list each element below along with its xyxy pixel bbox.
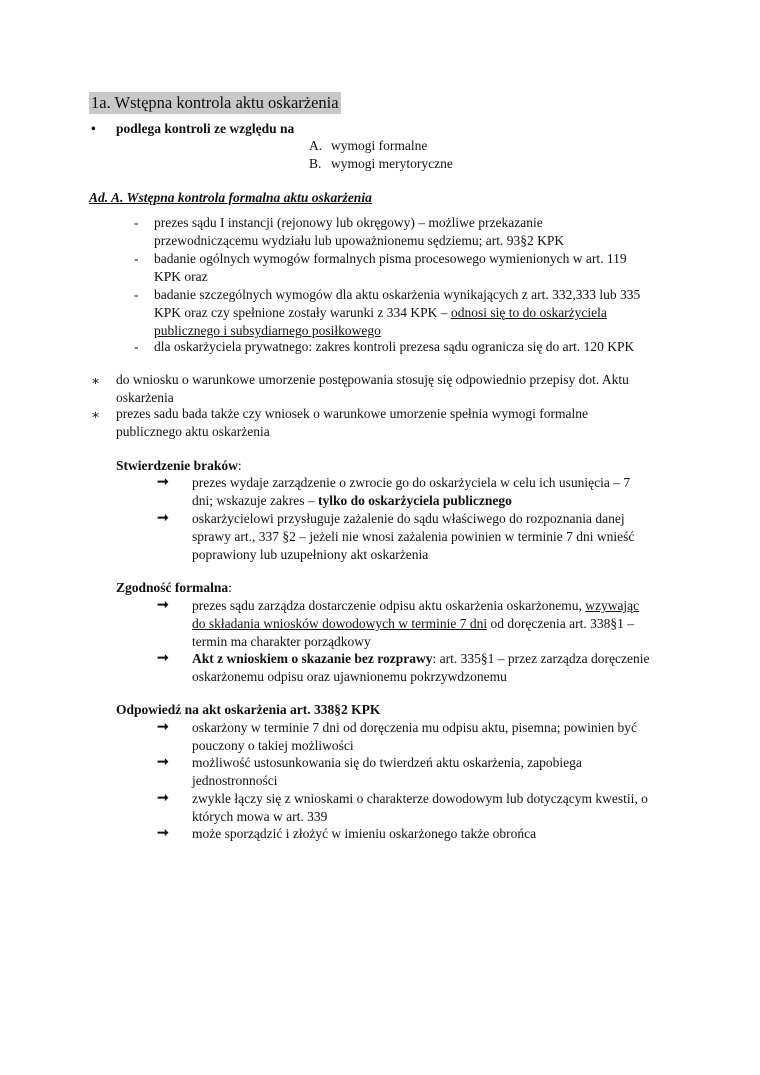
list-item: badanie ogólnych wymogów formalnych pisma procesowego wymienionych w art. 119 KPK oraz (154, 251, 627, 284)
list-item: zwykle łączy się z wnioskami o charakterze dowodowym lub dotyczącym kwestii, o których mowa w art. 339 (192, 791, 648, 824)
list-item: do wniosku o warunkowe umorzenie postępowania stosuję się odpowiednio przepisy dot. Aktu oskarżenia (116, 372, 629, 405)
list-item: prezes sądu zarządza dostarczenie odpisu aktu oskarżenia oskarżonemu, wzywając do składania wniosków dowodowych w terminie 7 dni od doręczenia art. 338§1 – termin ma charakter porządkowy (192, 598, 640, 649)
list-item: prezes wydaje zarządzenie o zwrocie go do oskarżyciela w celu ich usunięcia – 7 dni; wskazuje zakres – tylko do oskarżyciela publicznego (192, 475, 631, 508)
asterisk-icon: ∗ (91, 373, 101, 388)
list-item: badanie szczególnych wymogów dla aktu oskarżenia wynikających z art. 332,333 lub 335 KPK oraz czy spełnione zostały warunki z 334 KPK – odnosi się to do oskarżyciela publicznego i subsydiarnego posiłkowego (154, 287, 641, 338)
list-item: Akt z wnioskiem o skazanie bez rozprawy: art. 335§1 – przez zarządza doręczenie oskarżonemu odpisu oraz ujawnionemu pokrzywdzonemu (192, 651, 650, 684)
arrow-icon: ➞ (157, 598, 169, 613)
arrow-icon: ➞ (157, 755, 169, 770)
list-letter: A. (309, 138, 323, 153)
subsection-heading: Odpowiedź na akt oskarżenia art. 338§2 KPK (116, 702, 381, 717)
dash-icon: - (134, 287, 139, 302)
arrow-icon: ➞ (157, 475, 169, 490)
dash-icon: - (134, 339, 139, 354)
subsection-heading: Zgodność formalna: (116, 580, 232, 595)
list-item: prezes sądu I instancji (rejonowy lub okręgowy) – możliwe przekazanie przewodniczącemu wydziału lub upoważnionemu sędziemu; art. 93§2 KPK (154, 215, 565, 248)
list-item: oskarżycielowi przysługuje zażalenie do sądu właściwego do rozpoznania danej sprawy art., 337 §2 – jeżeli nie wnosi zażalenia powinien w terminie 7 dni wnieść poprawiony lub uzupełniony akt oskarżenia (192, 511, 635, 562)
arrow-icon: ➞ (157, 826, 169, 841)
arrow-icon: ➞ (157, 791, 169, 806)
arrow-icon: ➞ (157, 720, 169, 735)
section-heading: Ad. A. Wstępna kontrola formalna aktu oskarżenia (89, 190, 372, 205)
list-item: może sporządzić i złożyć w imieniu oskarżonego także obrońca (192, 826, 537, 841)
list-letter: B. (309, 156, 322, 171)
dash-icon: - (134, 215, 139, 230)
intro-text: podlega kontroli ze względu na (116, 121, 295, 136)
arrow-icon: ➞ (157, 651, 169, 666)
list-item: możliwość ustosunkowania się do twierdzeń aktu oskarżenia, zapobiega jednostronności (192, 755, 582, 788)
list-item: oskarżony w terminie 7 dni od doręczenia mu odpisu aktu, pisemna; powinien być pouczony o takiej możliwości (192, 720, 638, 753)
arrow-icon: ➞ (157, 511, 169, 526)
list-item: dla oskarżyciela prywatnego: zakres kontroli prezesa sądu ogranicza się do art. 120 KPK (154, 339, 635, 354)
asterisk-icon: ∗ (91, 407, 101, 422)
list-item: wymogi merytoryczne (331, 156, 453, 171)
page-title: 1a. Wstępna kontrola aktu oskarżenia (91, 93, 339, 112)
subsection-heading: Stwierdzenie braków: (116, 458, 242, 473)
dash-icon: - (134, 251, 139, 266)
list-item: wymogi formalne (331, 138, 428, 153)
bullet-icon: • (91, 121, 96, 136)
list-item: prezes sadu bada także czy wniosek o warunkowe umorzenie spełnia wymogi formalne publicznego aktu oskarżenia (116, 406, 588, 439)
